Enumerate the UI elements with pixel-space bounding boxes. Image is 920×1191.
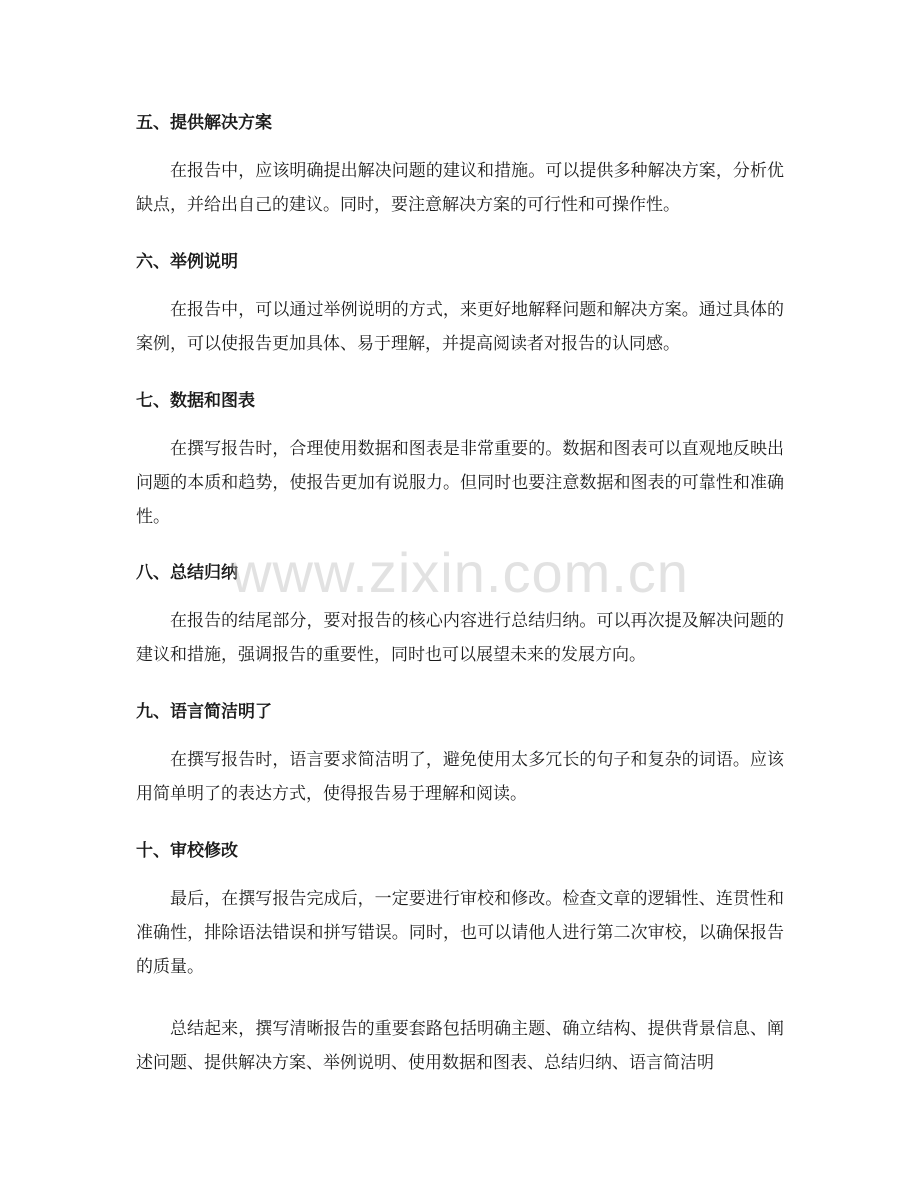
section-heading-6: 六、举例说明 — [136, 252, 238, 272]
watermark: www.zixin.com.cn — [231, 541, 689, 604]
section-body-7: 在撰写报告时，合理使用数据和图表是非常重要的。数据和图表可以直观地反映出问题的本质和趋势，使报告更加有说服力。但同时也要注意数据和图表的可靠性和准确性。 — [136, 439, 784, 527]
section-heading-5: 五、提供解决方案 — [136, 113, 272, 133]
section-body-5: 在报告中，应该明确提出解决问题的建议和措施。可以提供多种解决方案，分析优缺点，并给出自己的建议。同时，要注意解决方案的可行性和可操作性。 — [136, 161, 784, 215]
section-heading-10: 十、审校修改 — [136, 841, 238, 861]
conclusion-paragraph: 总结起来，撰写清晰报告的重要套路包括明确主题、确立结构、提供背景信息、阐述问题、提供解决方案、举例说明、使用数据和图表、总结归纳、语言简洁明 — [136, 1019, 784, 1073]
section-body-9: 在撰写报告时，语言要求简洁明了，避免使用太多冗长的句子和复杂的词语。应该用简单明了的表达方式，使得报告易于理解和阅读。 — [136, 750, 784, 804]
section-body-8: 在报告的结尾部分，要对报告的核心内容进行总结归纳。可以再次提及解决问题的建议和措施，强调报告的重要性，同时也可以展望未来的发展方向。 — [136, 611, 784, 665]
section-heading-8: 八、总结归纳 — [136, 563, 238, 583]
section-body-6: 在报告中，可以通过举例说明的方式，来更好地解释问题和解决方案。通过具体的案例，可以使报告更加具体、易于理解，并提高阅读者对报告的认同感。 — [136, 300, 784, 354]
section-heading-9: 九、语言简洁明了 — [136, 702, 272, 722]
section-heading-7: 七、数据和图表 — [136, 391, 255, 411]
section-body-10: 最后，在撰写报告完成后，一定要进行审校和修改。检查文章的逻辑性、连贯性和准确性，排除语法错误和拼写错误。同时，也可以请他人进行第二次审校，以确保报告的质量。 — [136, 889, 784, 977]
